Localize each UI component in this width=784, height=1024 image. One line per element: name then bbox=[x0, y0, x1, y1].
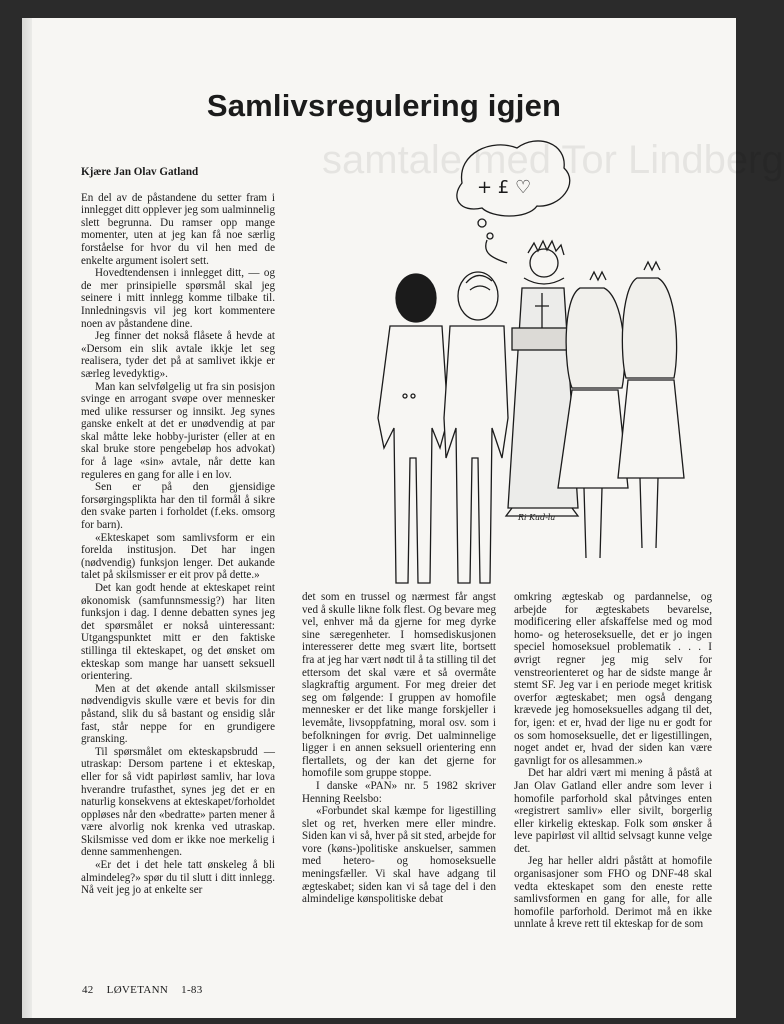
column-1 bbox=[81, 166, 275, 897]
paragraph: Jeg finner det nokså flåsete å hevde at «Dersom ein slik avtale ikkje let seg realisera, tyder det på at samlivet ikkje er særleg levedyktig». bbox=[81, 330, 275, 380]
paragraph: Hovedtendensen i innlegget ditt, — og de mer prinsipielle spørsmål skal jeg seinere i mitt innlegg komme tilbake til. Innledningsvis vil jeg kort kommentere noen av påstandene dine. bbox=[81, 267, 275, 330]
bleed-through-text: samtale med Tor Lindberg bbox=[322, 138, 784, 182]
paragraph: «Forbundet skal kæmpe for ligestilling slet og ret, hverken mere eller mindre. Siden kan vi så, hver på sit sted, arbejde for vore (køns-)politiske anskuelser, sammen med hetero- og homoseksuelle meningsfæller. Vi skal have adgang til ægteskabet; siden kan vi så tage del i den almindelige kønspolitiske debat bbox=[302, 805, 496, 906]
paragraph: Det kan godt hende at ekteskapet reint økonomisk (samfunnsmessig?) har liten funksjon i dag. I denne debatten synes jeg det spørsmålet er nokså uinteressant: Utgangspunktet mitt er den faktiske stillinga til ekteskapet, og det ønsket om ekteskap som mange har uansett seksuell orientering. bbox=[81, 582, 275, 683]
paragraph: Det har aldri vært mi mening å påstå at Jan Olav Gatland eller andre som lever i homofile parforhold skal påtvinges enten «registrert samliv» eller sivilt, borgerlig eller kirkelig ekteskap. Folk som ønsker å leve papirløst vil alltid selvsagt kunne velge det. bbox=[514, 767, 712, 855]
paragraph: det som en trussel og nærmest får angst ved å skulle likne folk flest. Og bevare meg vel, enhver må da gjerne for meg dyrke sine særegenheter. I homsediskusjonen interesserer dette meg svært lite, bortsett fra at jeg har vært nødt til å ta stilling til det ettersom det skal være et så overmåte slagkraftig argument. For meg dreier det seg om følgende: I gruppen av homofile mennesker er det like mange forskjeller i levemåte, livsoppfatning, moral osv. som i befolkningen for øvrig. Det ualminnelige ligger i en annen seksuell orientering enn flertallets, og der kan det gjerne for homofile som gruppe stoppe. bbox=[302, 591, 496, 780]
paragraph: Men at det økende antall skilsmisser nødvendigvis skulle være et bevis for din påstand, slik du så bastant og ensidig slår fast, står neppe for en grundigere gransking. bbox=[81, 682, 275, 746]
paragraph: Sen er på den gjensidige forsørgingsplikta har den til formål å sikre den svake parten i forholdet (f.eks. omsorg for barn). bbox=[81, 481, 275, 532]
issue-number: 1-83 bbox=[181, 984, 203, 996]
groom-figure-2 bbox=[444, 272, 508, 583]
magazine-page bbox=[32, 18, 784, 1018]
artist-signature: Ri Kud-la bbox=[518, 513, 556, 522]
paragraph: Til spørsmålet om ekteskapsbrudd — utraskap: Dersom partene i et ekteskap, eller for så vidt papirløst samliv, har lova hverandre trufasthet, synes jeg det er en naturlig konsekvens at ekteskapet/forholdet oppløses når den «bedratte» parten mener å være alvorlig nok krenka ved utraskap. Skilsmisse ved dom er ikke noe merkelig i denne sammenhengen. bbox=[81, 745, 275, 859]
column-2 bbox=[302, 591, 496, 906]
magazine-name: LØVETANN bbox=[106, 984, 169, 996]
column-3 bbox=[514, 591, 712, 931]
paragraph: En del av de påstandene du setter fram i innlegget ditt opplever jeg som ualminnelig slett begrunna. Du ramser opp mange momenter, uten at jeg kan få noe særlig forståelse for hvor du vil hen med de enkelte argument isolert sett. bbox=[81, 191, 275, 267]
wedding-illustration bbox=[332, 128, 692, 583]
paragraph: Jeg har heller aldri påstått at homofile organisasjoner som FHO og DNF-48 skal vedta ekteskapet som den eneste rette samlivsformen en gang for alle, for alle homofile parforhold. Derimot må en ikke unnlate å kreve rett til ekteskap for de som bbox=[514, 855, 712, 931]
page-number: 42 bbox=[82, 984, 94, 996]
bride-figure-1 bbox=[558, 272, 628, 558]
bubble-symbols: + £ ♡ bbox=[477, 177, 532, 198]
paragraph: «Er det i det hele tatt ønskeleg å bli almindeleg?» spør du til slutt i ditt innlegg. Nå veit jeg jo at enkelte ser bbox=[81, 859, 275, 897]
bride-figure-2 bbox=[618, 262, 684, 548]
article-title: Samlivsregulering igjen bbox=[206, 88, 562, 123]
paragraph: I danske «PAN» nr. 5 1982 skriver Henning Reelsbo: bbox=[302, 779, 496, 805]
salutation: Kjære Jan Olav Gatland bbox=[81, 166, 199, 178]
groom-figure-1 bbox=[378, 274, 448, 583]
paragraph: Man kan selvfølgelig ut fra sin posisjon svinge en arrogant svøpe over mennesker med ulike ressurser og innsikt. Jeg synes ganske enkelt at det er unødvendig at par skal måtte leke hobby-jurister (eller at en skal bruke store pengebeløp hos advokat) for å lage «sin» avtale, når dette kan reguleres en gang for alle i en lov. bbox=[81, 380, 275, 481]
paragraph: omkring ægteskab og pardannelse, og arbejde for ægteskabets bevarelse, modificering eller afskaffelse med og mod homo- og heteroseksuelle, det er jo ingen speciel homoseksuel problematik . . . I øvrigt regner jeg mig selv for venstreorienteret og har de sidste mange år stemt SF. Jeg var i en periode meget kritisk overfor ægteskabet; men også dengang krævede jeg homoseksuelles adgang til det, for, igen: et er, hvad der lige nu er godt for os som homoseksuelle, det er ligestillingen, noget andet er, hvad der siden kan være gavnligt for os allesammen.» bbox=[514, 591, 712, 767]
paragraph: «Ekteskapet som samlivsform er ein forelda institusjon. Det har ingen (nødvendig) funksjon lenger. Det aukande talet på skilsmisser er eit prov på dette.» bbox=[81, 531, 275, 582]
page-footer bbox=[82, 984, 213, 996]
